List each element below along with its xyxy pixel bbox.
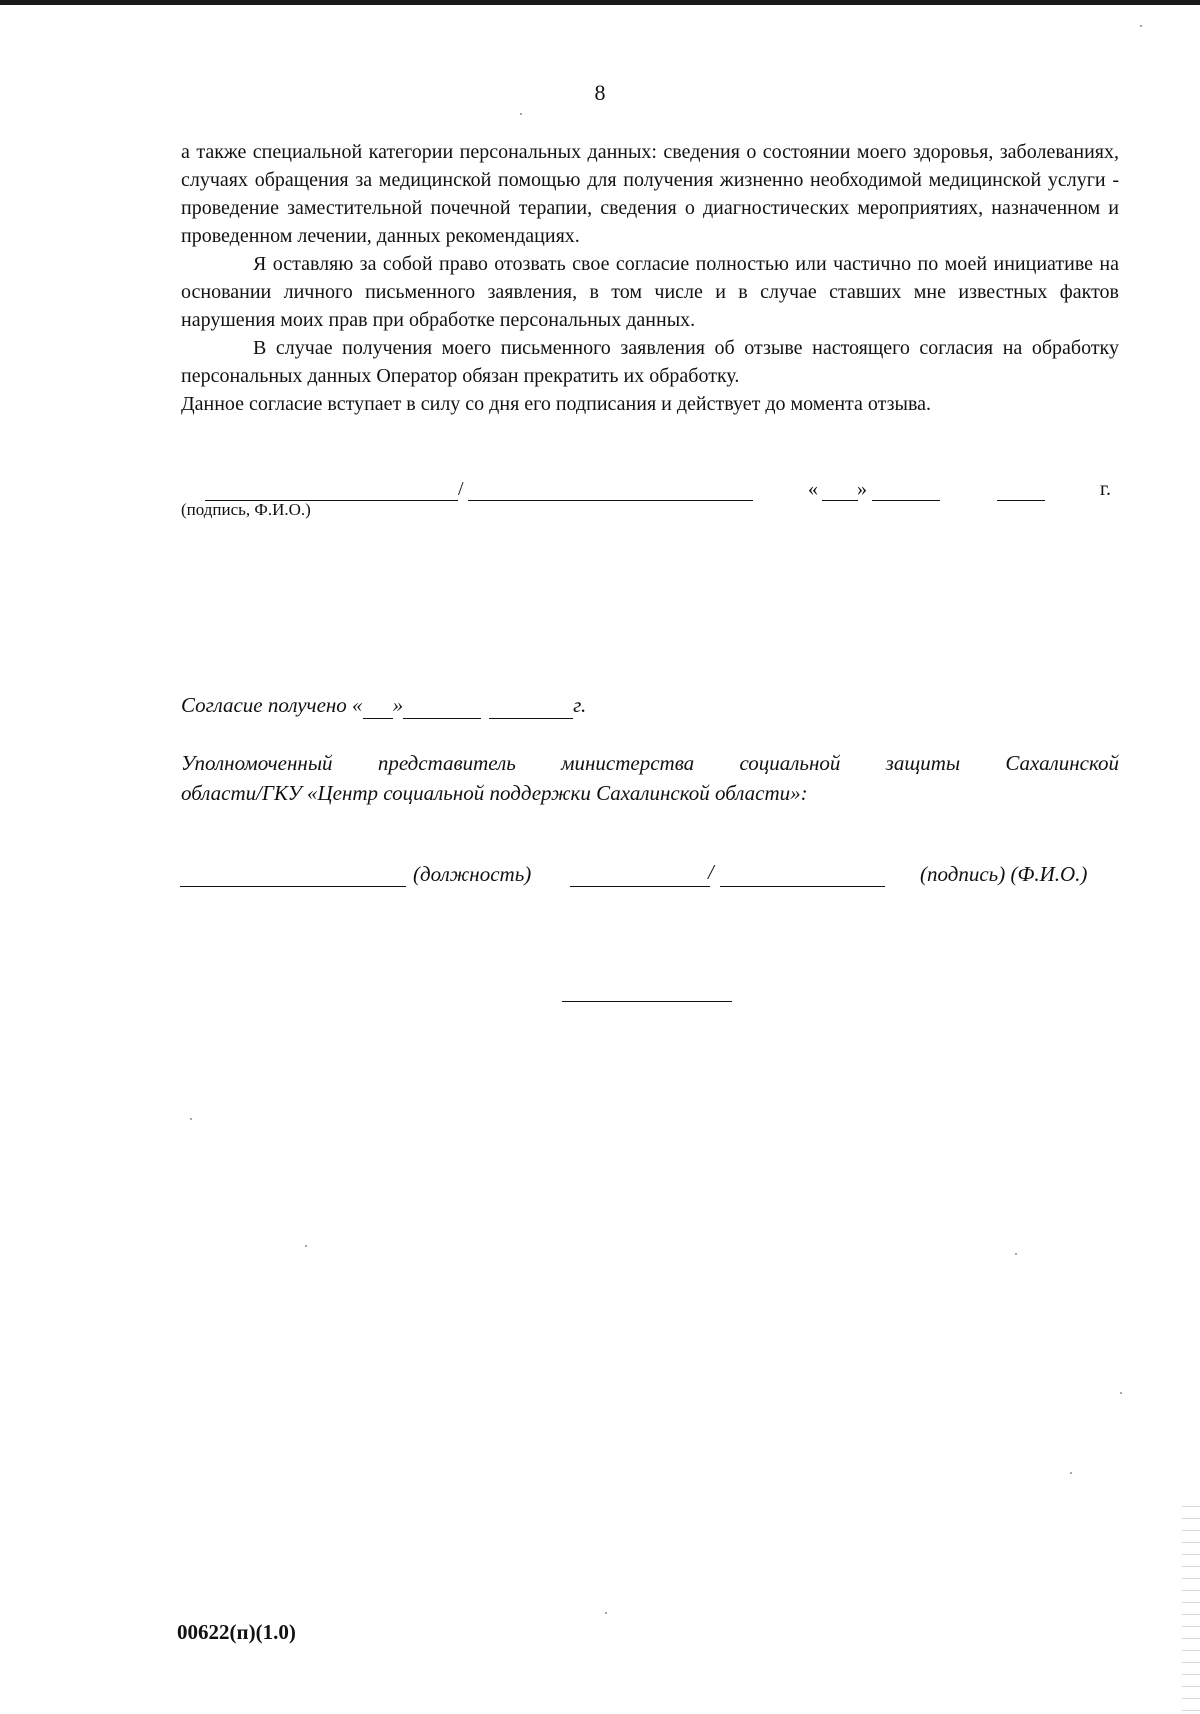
rep-signature-label: (подпись) (Ф.И.О.) [920,862,1088,886]
scan-speck [605,1612,607,1614]
section-divider [562,1001,732,1002]
paragraph-revoke-right: Я оставляю за собой право отозвать свое согласие полностью или частично по моей инициативе на основании личного письменного заявления, в том числе и в случае ставших мне известных фактов нарушения моих прав при обработке персональных данных. [181,253,1119,331]
position-label: (должность) [413,862,532,886]
representative-heading [181,748,1119,808]
scan-speck [190,1118,192,1120]
date-quote-close: » [857,478,867,500]
scan-speck [1070,1472,1072,1474]
scan-speck [1015,1253,1017,1255]
consent-year-line [489,693,573,719]
form-code: 00622(п)(1.0) [177,1620,296,1644]
consent-received-row [181,693,586,719]
consent-year-suffix: г. [573,693,587,717]
consent-month-line [403,693,481,719]
scan-right-edge [1182,1500,1200,1714]
year-suffix: г. [1100,478,1111,500]
body-text [181,138,1119,418]
full-name-line [468,500,753,501]
date-month-line [872,500,940,501]
page-number: 8 [594,80,606,105]
signature-slash: / [458,478,464,500]
consent-day-line [363,693,393,719]
representative-line-2: области/ГКУ «Центр социальной поддержки Сахалинской области»: [181,781,808,805]
scan-speck [1120,1392,1122,1394]
rep-name-line [720,886,885,887]
scan-top-edge [0,0,1200,5]
consent-quote-close: » [392,693,404,717]
rep-signature-line [570,886,710,887]
representative-line-1: Уполномоченный представитель министерства социальной защиты Сахалинской [181,751,1119,775]
date-year-line [997,500,1045,501]
position-line [180,886,406,887]
date-quote-open: « [808,478,818,500]
signature-row [0,478,1200,508]
paragraph-personal-data: а также специальной категории персональных данных: сведения о состоянии моего здоровья, заболеваниях, случаях обращения за медицинской помощью для получения жизненно необходимой медицинской услуги - проведение заместительной почечной терапии, сведения о диагностических мероприятиях, назначенном и проведенном лечении, данных рекомендациях. [181,141,1119,247]
representative-signature-row [0,862,1200,892]
scan-speck [305,1245,307,1247]
rep-slash: / [708,860,714,884]
signature-caption: (подпись, Ф.И.О.) [181,500,311,519]
paragraph-operator-obligation: В случае получения моего письменного заявления об отзыве настоящего согласия на обработку персональных данных Оператор обязан прекратить их обработку. [181,337,1119,387]
scan-speck [520,113,522,115]
date-day-line [822,500,858,501]
paragraph-validity: Данное согласие вступает в силу со дня его подписания и действует до момента отзыва. [181,393,932,415]
scan-speck [1140,25,1142,27]
consent-received-prefix: Согласие получено « [181,693,363,717]
